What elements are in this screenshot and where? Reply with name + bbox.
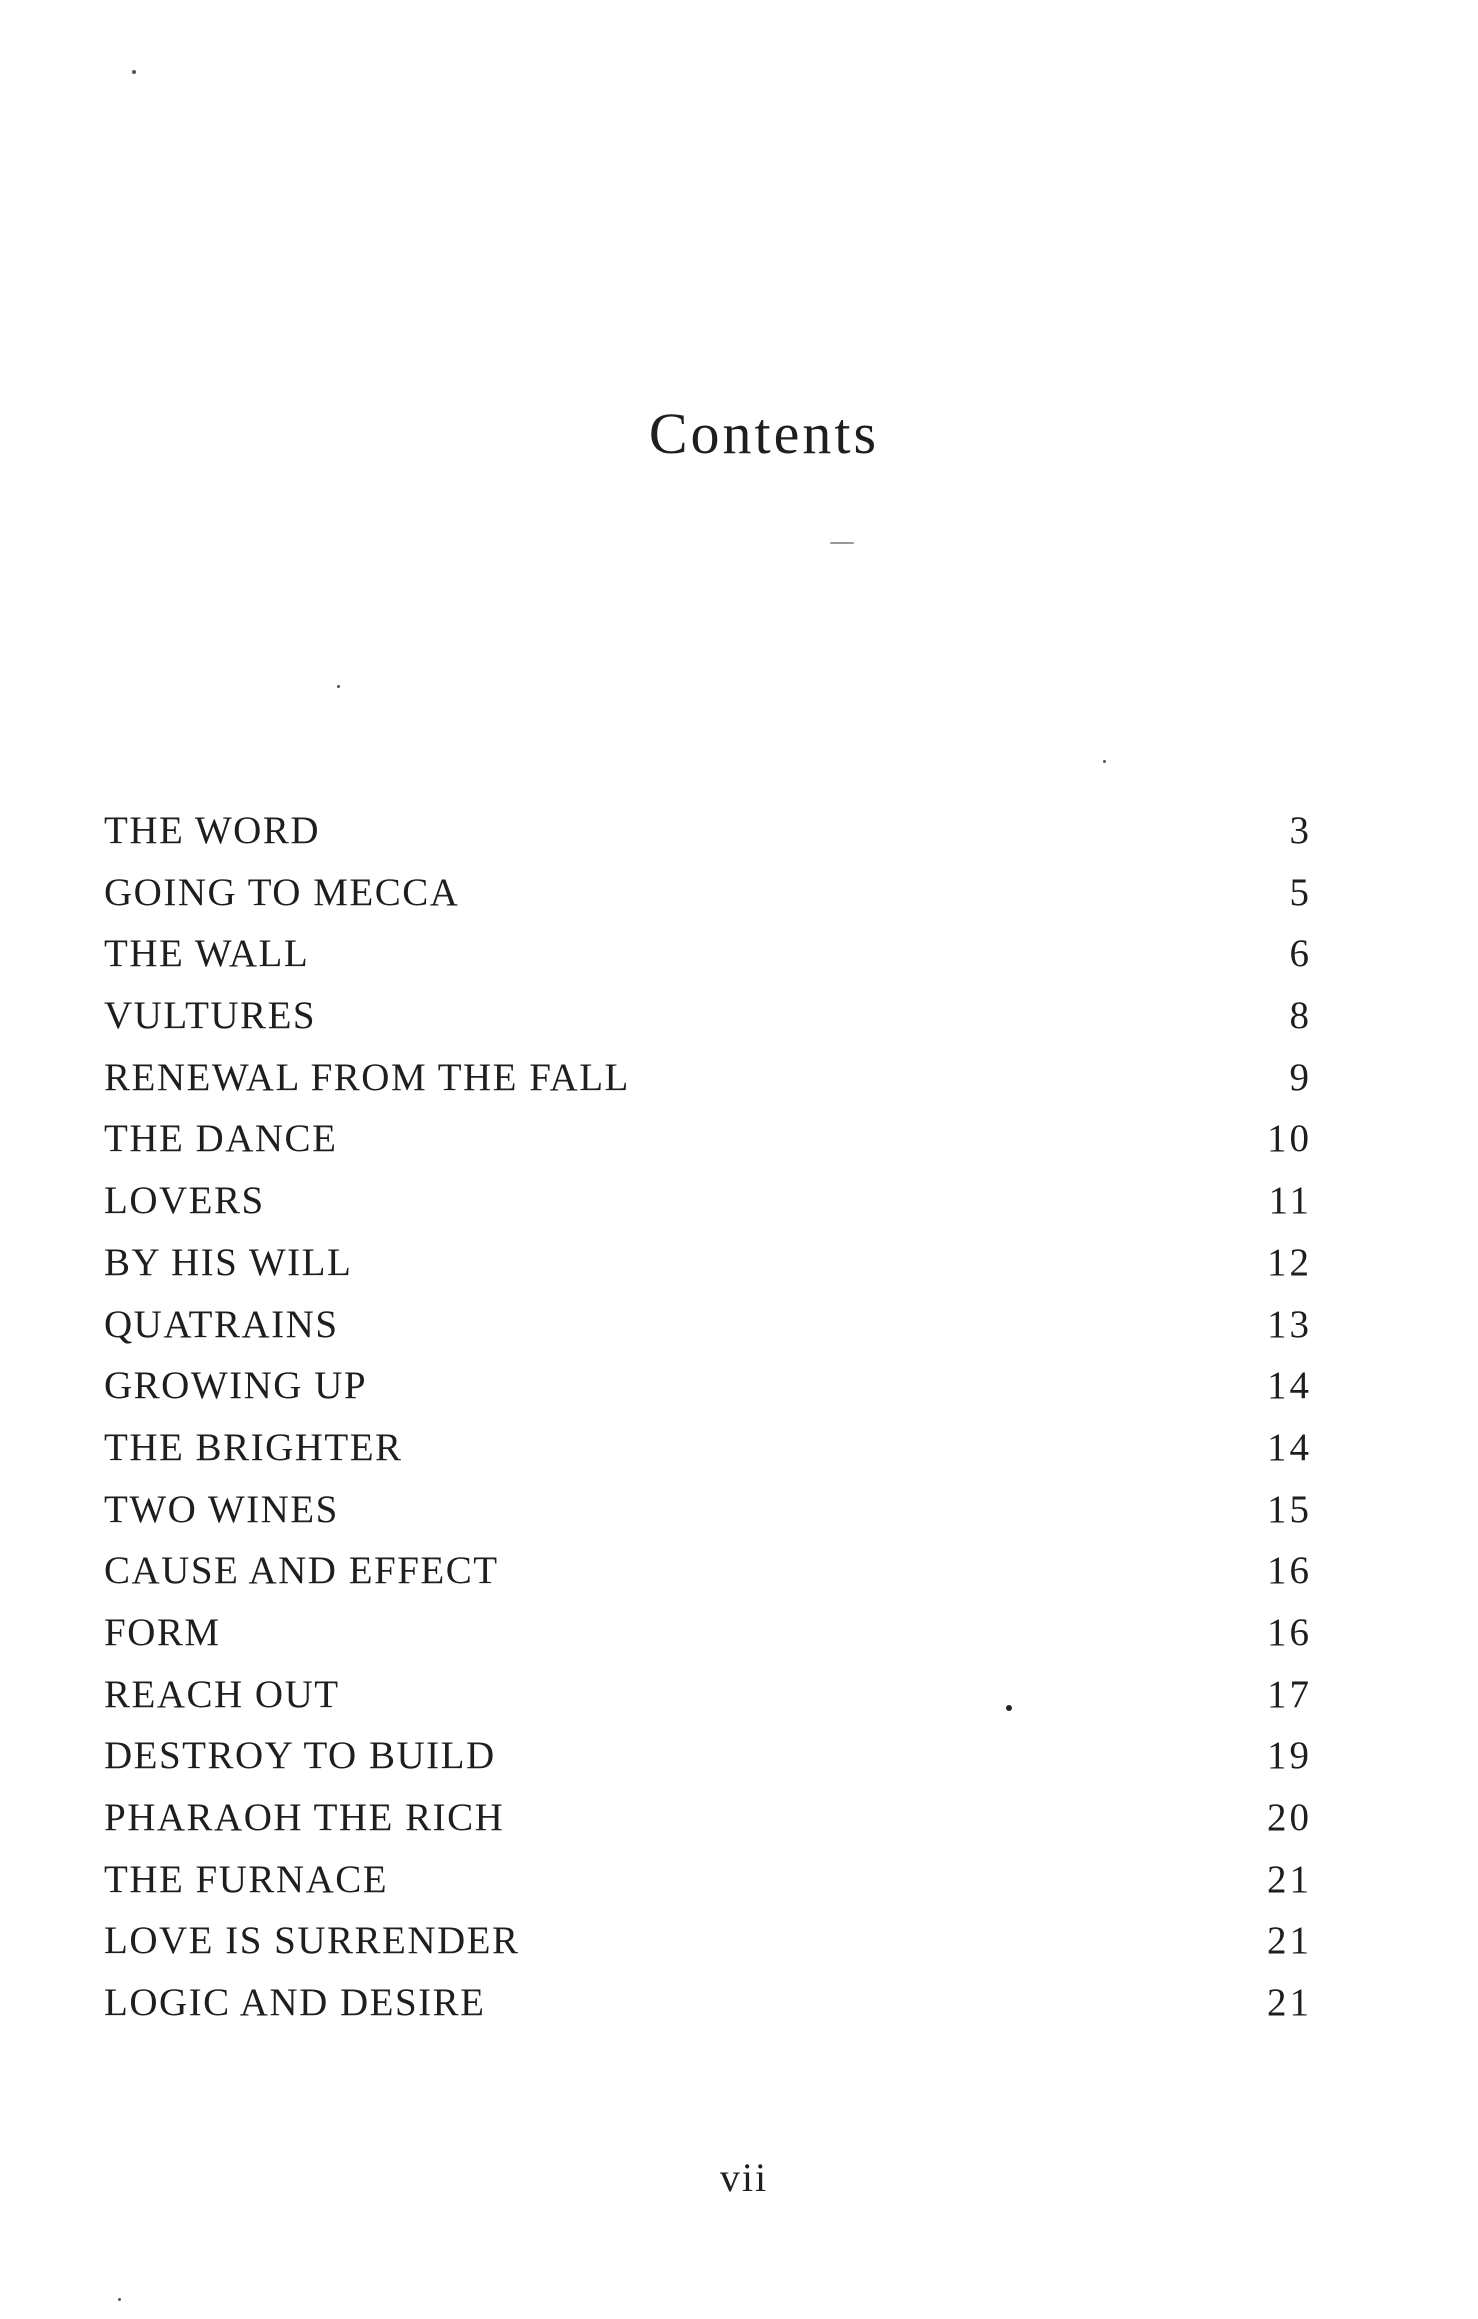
toc-entry-page: 14 bbox=[1267, 1425, 1312, 1469]
toc-entry bbox=[104, 800, 1312, 862]
toc-entry-title: THE FURNACE bbox=[104, 1857, 389, 1901]
toc-entry-page: 5 bbox=[1289, 870, 1312, 914]
toc-entry bbox=[104, 1170, 1312, 1232]
toc-entry bbox=[104, 862, 1312, 924]
toc-entry-title: QUATRAINS bbox=[104, 1302, 339, 1346]
toc-entry bbox=[104, 1479, 1312, 1541]
toc-entry-title: REACH OUT bbox=[104, 1672, 340, 1716]
toc-entry-page: 21 bbox=[1267, 1981, 1312, 2025]
page-number: vii bbox=[719, 2155, 769, 2200]
toc-entry-title: LOGIC AND DESIRE bbox=[104, 1981, 486, 2025]
toc-entry-title: THE BRIGHTER bbox=[104, 1425, 403, 1469]
toc-entry-page: 13 bbox=[1267, 1302, 1312, 1346]
toc-entry bbox=[104, 1540, 1312, 1602]
toc-entry-page: 15 bbox=[1267, 1487, 1312, 1531]
toc-entry-page: 12 bbox=[1267, 1240, 1312, 1284]
toc-entry bbox=[104, 1910, 1312, 1972]
toc-entry-title: TWO WINES bbox=[104, 1487, 339, 1531]
toc-entry bbox=[104, 1355, 1312, 1417]
toc-entry-title: VULTURES bbox=[104, 994, 317, 1038]
table-of-contents bbox=[104, 800, 1312, 2034]
toc-entry-title: DESTROY TO BUILD bbox=[104, 1734, 496, 1778]
toc-entry bbox=[104, 1849, 1312, 1911]
toc-entry-title: GROWING UP bbox=[104, 1364, 368, 1408]
toc-entry-page: 16 bbox=[1267, 1549, 1312, 1593]
toc-entry-page: 17 bbox=[1267, 1672, 1312, 1716]
toc-entry-title: THE DANCE bbox=[104, 1117, 338, 1161]
toc-entry-page: 6 bbox=[1289, 932, 1312, 976]
toc-entry-page: 16 bbox=[1267, 1610, 1312, 1654]
toc-entry bbox=[104, 1725, 1312, 1787]
scan-speck bbox=[132, 70, 136, 74]
toc-entry-title: CAUSE AND EFFECT bbox=[104, 1549, 499, 1593]
toc-entry-title: BY HIS WILL bbox=[104, 1240, 353, 1284]
page-title: Contents bbox=[648, 401, 880, 466]
toc-entry-page: 3 bbox=[1289, 809, 1312, 852]
toc-entry-title: LOVE IS SURRENDER bbox=[104, 1919, 520, 1963]
toc-entry-title: PHARAOH THE RICH bbox=[104, 1796, 505, 1839]
toc-entry-title: FORM bbox=[104, 1610, 221, 1654]
toc-entry-page: 9 bbox=[1289, 1055, 1312, 1099]
toc-entry-title: GOING TO MECCA bbox=[104, 870, 460, 914]
toc-entry-page: 8 bbox=[1289, 994, 1312, 1038]
toc-entry-page: 10 bbox=[1267, 1117, 1312, 1161]
scan-speck bbox=[1103, 760, 1106, 763]
scan-speck bbox=[337, 685, 340, 688]
toc-entry bbox=[104, 1787, 1312, 1849]
toc-entry bbox=[104, 985, 1312, 1047]
toc-entry-title: LOVERS bbox=[104, 1179, 265, 1223]
toc-entry bbox=[104, 1417, 1312, 1479]
toc-entry-title: THE WORD bbox=[104, 809, 321, 852]
toc-entry bbox=[104, 1972, 1312, 2034]
scan-speck bbox=[118, 2298, 121, 2301]
scan-speck bbox=[830, 542, 854, 544]
toc-entry bbox=[104, 1294, 1312, 1356]
toc-entry-page: 11 bbox=[1268, 1179, 1312, 1223]
toc-entry bbox=[104, 1108, 1312, 1170]
toc-entry bbox=[104, 1232, 1312, 1294]
toc-entry bbox=[104, 1664, 1312, 1726]
toc-entry-page: 21 bbox=[1267, 1919, 1312, 1963]
toc-entry-title: THE WALL bbox=[104, 932, 310, 976]
toc-entry-title: RENEWAL FROM THE FALL bbox=[104, 1055, 630, 1099]
toc-entry bbox=[104, 1047, 1312, 1109]
toc-entry bbox=[104, 1602, 1312, 1664]
toc-entry-page: 14 bbox=[1267, 1364, 1312, 1408]
toc-entry-page: 20 bbox=[1267, 1796, 1312, 1839]
toc-entry bbox=[104, 923, 1312, 985]
toc-entry-page: 21 bbox=[1267, 1857, 1312, 1901]
toc-entry-page: 19 bbox=[1267, 1734, 1312, 1778]
